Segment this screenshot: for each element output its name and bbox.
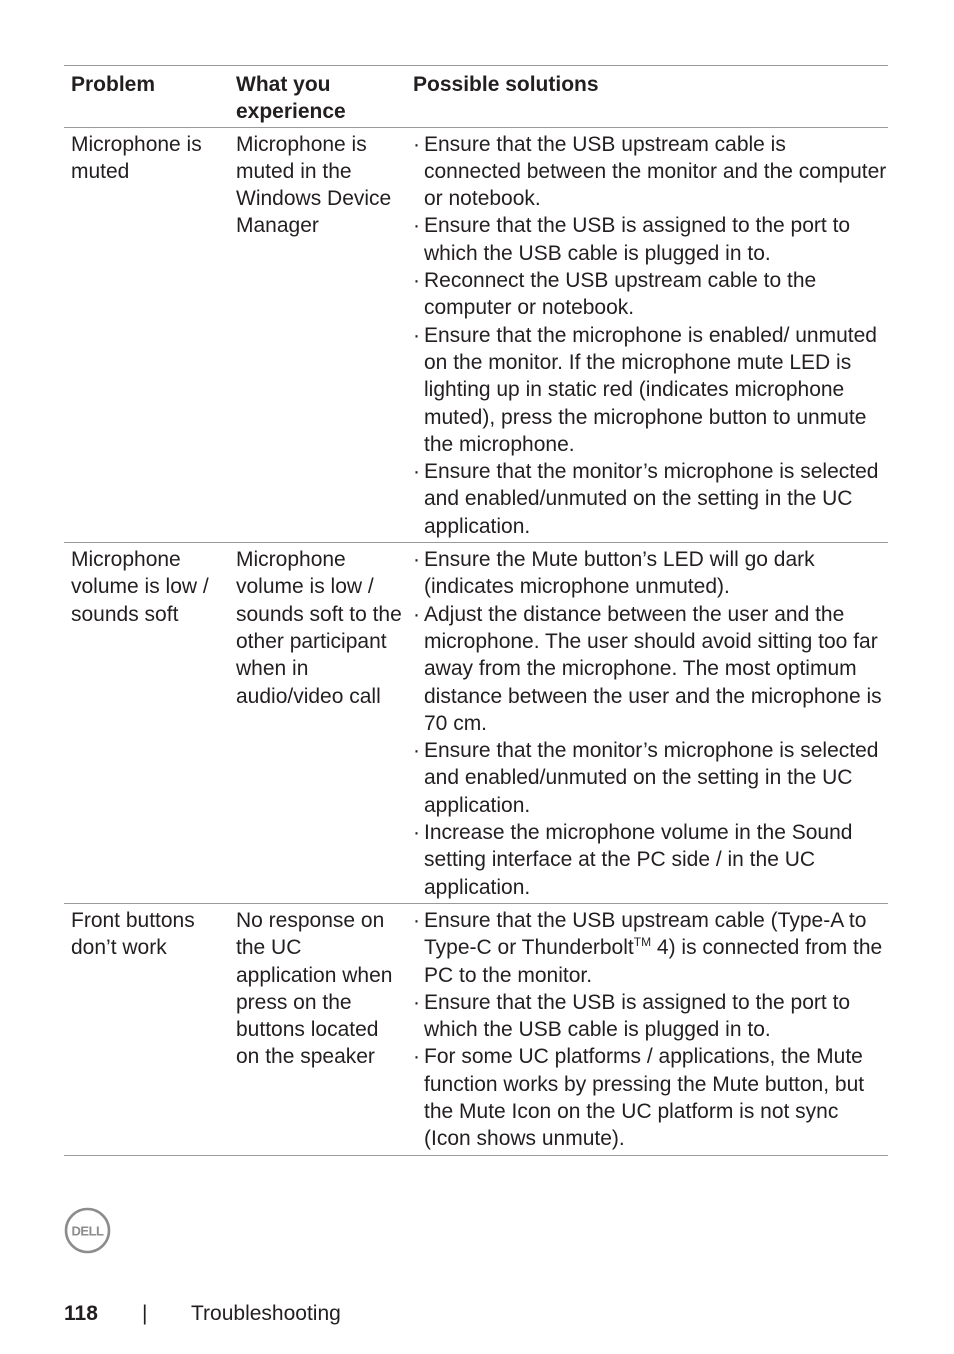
problem-cell: Microphone is muted [71,132,202,183]
experience-cell: No response on the UC application when press on the buttons located on the speaker [236,908,393,1069]
problem-cell: Microphone volume is low / sounds soft [71,548,209,626]
solution-item: · Ensure that the USB is assigned to the port to which the USB cable is plugged in to. [413,989,888,1044]
table-row [64,903,888,1155]
solution-text-tail: 4) is connected from the PC to the monitor. [424,936,883,987]
solution-item: · Reconnect the USB upstream cable to the computer or notebook. [413,267,888,322]
footer-separator: | [142,1302,148,1325]
table-header-row [64,66,888,128]
footer-section-title: Troubleshooting [191,1302,341,1325]
solution-text: Ensure that the USB upstream cable (Type-A to Type-C or Thunderbolt [424,908,867,960]
page-footer [0,1302,954,1332]
solution-item: · Ensure that the monitor’s microphone is selected and enabled/unmuted on the setting in the UC application. [413,458,888,540]
solutions-cell [406,903,888,1155]
page-number: 118 [64,1302,98,1325]
solution-item: · Increase the microphone volume in the Sound setting interface at the PC side / in the UC application. [413,819,888,901]
solution-item: · Adjust the distance between the user and the microphone. The user should avoid sitting too far away from the microphone. The most optimum distance between the user and the microphone is 70 cm. [413,601,888,737]
solution-item: · Ensure that the USB upstream cable is connected between the monitor and the computer or notebook. [413,131,888,213]
solution-item: · Ensure that the microphone is enabled/ unmuted on the monitor. If the microphone mute LED is lighting up in static red (indicates microphone muted), press the microphone button to unmute the microphone. [413,322,888,458]
troubleshooting-table [64,65,888,1156]
solution-item: · Ensure the Mute button’s LED will go dark (indicates microphone unmuted). [413,546,888,601]
dell-logo-text: DELL [71,1223,104,1239]
solution-item: · For some UC platforms / applications, the Mute function works by pressing the Mute button, but the Mute Icon on the UC platform is not sync (Icon shows unmute). [413,1043,888,1152]
experience-cell: Microphone is muted in the Windows Device Manager [236,132,392,238]
solutions-list [413,546,888,901]
solutions-cell [406,543,888,904]
solutions-list [413,907,888,1153]
solutions-cell [406,127,888,542]
solution-item: · Ensure that the USB is assigned to the port to which the USB cable is plugged in to. [413,212,888,267]
dell-logo-icon [64,1207,111,1254]
problem-cell: Front buttons don’t work [71,908,195,960]
solutions-list [413,131,888,540]
solution-item: · Ensure that the monitor’s microphone is selected and enabled/unmuted on the setting in the UC application. [413,737,888,819]
table-row [64,543,888,904]
experience-cell: Microphone volume is low / sounds soft to the other participant when in audio/video call [236,548,402,708]
header-problem: Problem [71,73,156,96]
table-row [64,127,888,542]
trademark-mark: TM [633,935,652,950]
header-solutions: Possible solutions [413,73,599,96]
solution-item [413,907,888,989]
dell-logo [64,1207,111,1254]
header-experience: What you experience [236,73,346,124]
